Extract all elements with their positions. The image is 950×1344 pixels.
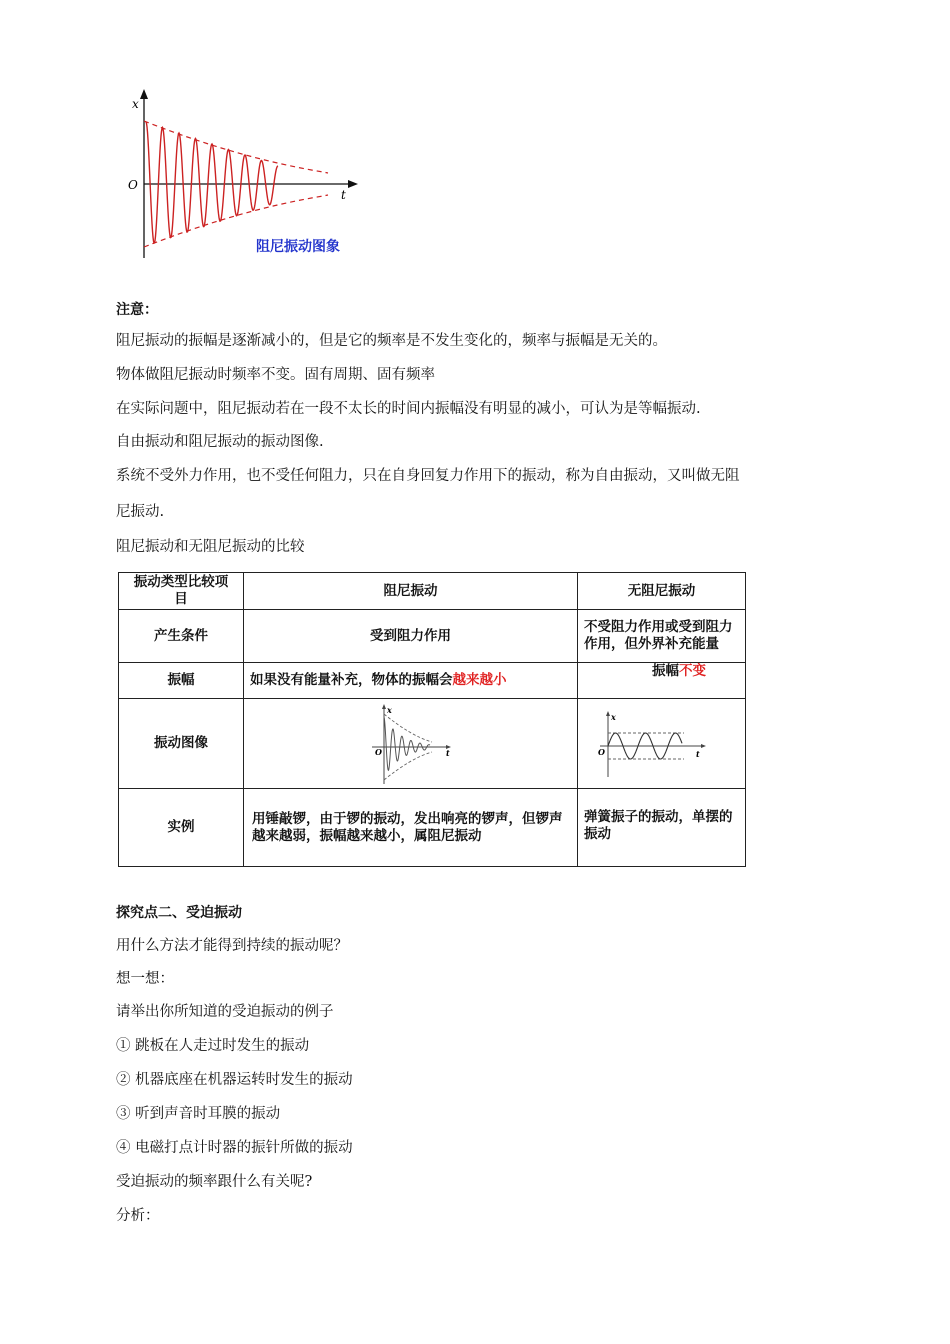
section2-line-5: ② 机器底座在机器运转时发生的振动 [116, 1072, 353, 1088]
svg-text:O: O [374, 746, 382, 757]
cell-amplitude-damped: 如果没有能量补充，物体的振幅会越来越小 [244, 663, 578, 699]
header-item: 振动类型比较项目 [119, 573, 244, 610]
row-label-amplitude: 振幅 [119, 663, 244, 699]
svg-text:x: x [611, 711, 616, 722]
cell-graph-damped [244, 699, 578, 789]
row-label-graph: 振动图像 [119, 699, 244, 789]
section2-line-9: 分析： [116, 1208, 160, 1224]
table-header-row [119, 573, 746, 610]
undamped-mini-graph [588, 709, 708, 779]
amplitude-constant-highlight: 不变 [679, 663, 706, 679]
cell-example-damped: 用锤敲锣，由于锣的振动，发出响亮的锣声，但锣声越来越弱，振幅越来越小，属阻尼振动 [244, 789, 578, 867]
note-line-1: 阻尼振动的振幅是逐渐减小的，但是它的频率是不发生变化的，频率与振幅是无关的。 [116, 333, 667, 349]
table-row-example [119, 789, 746, 867]
figure-caption: 阻尼振动图象 [256, 239, 340, 255]
svg-text:t: t [445, 747, 450, 758]
section2-line-3: 请举出你所知道的受迫振动的例子 [116, 1004, 334, 1020]
section2-line-8: 受迫振动的频率跟什么有关呢? [116, 1174, 313, 1190]
origin-label: O [128, 178, 138, 192]
damped-mini-graph [366, 702, 456, 786]
cell-condition-damped: 受到阻力作用 [244, 610, 578, 663]
cell-condition-undamped: 不受阻力作用或受到阻力作用，但外界补充能量 [578, 610, 746, 663]
cell-graph-undamped [578, 699, 746, 789]
cell-example-undamped: 弹簧振子的振动，单摆的振动 [578, 789, 746, 867]
svg-text:t: t [696, 748, 700, 759]
table-row-graph [119, 699, 746, 789]
svg-text:x: x [386, 704, 392, 715]
y-axis-label: x [132, 97, 139, 111]
x-axis-label: t [341, 188, 346, 202]
note-line-6: 尼振动. [116, 504, 165, 520]
cell-amplitude-undamped: 振幅不变 [578, 663, 746, 699]
section2-heading: 探究点二、受迫振动 [116, 905, 242, 921]
section2-line-2: 想一想： [116, 971, 174, 987]
note-line-2: 物体做阻尼振动时频率不变。固有周期、固有频率 [116, 367, 435, 383]
table-row-amplitude [119, 663, 746, 699]
table-row-condition [119, 610, 746, 663]
note-line-3: 在实际问题中，阻尼振动若在一段不太长的时间内振幅没有明显的减小，可认为是等幅振动. [116, 401, 701, 417]
section2-line-4: ① 跳板在人走过时发生的振动 [116, 1038, 310, 1054]
amplitude-decreasing-highlight: 越来越小 [452, 672, 507, 688]
section2-line-7: ④ 电磁打点计时器的振针所做的振动 [116, 1140, 353, 1156]
header-damped: 阻尼振动 [244, 573, 578, 610]
note-line-5: 系统不受外力作用，也不受任何阻力，只在自身回复力作用下的振动，称为自由振动，又叫做无阻 [116, 468, 740, 484]
section2-line-1: 用什么方法才能得到持续的振动呢？ [116, 938, 348, 954]
section2-line-6: ③ 听到声音时耳膜的振动 [116, 1106, 281, 1122]
note-line-4: 自由振动和阻尼振动的振动图像. [116, 434, 324, 450]
row-label-condition: 产生条件 [119, 610, 244, 663]
note-line-7: 阻尼振动和无阻尼振动的比较 [116, 539, 305, 555]
comparison-table [118, 572, 746, 867]
header-undamped: 无阻尼振动 [578, 573, 746, 610]
row-label-example: 实例 [119, 789, 244, 867]
svg-text:O: O [598, 746, 605, 757]
notes-heading: 注意： [116, 302, 158, 318]
